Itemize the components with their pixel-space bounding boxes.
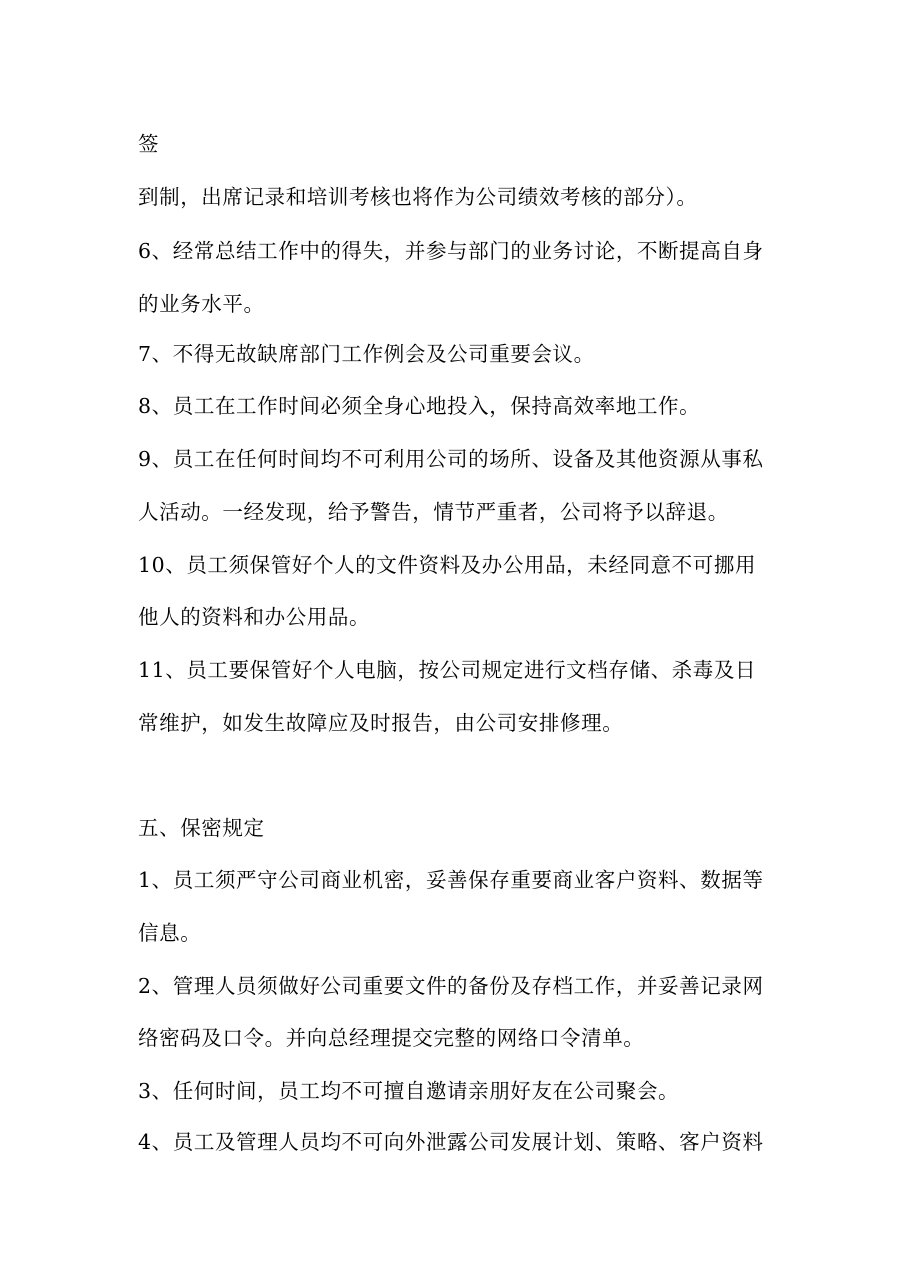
section-heading: 五、保密规定 (138, 816, 265, 840)
text-line: 3、任何时间，员工均不可擅自邀请亲朋好友在公司聚会。 (138, 1079, 680, 1103)
text-line: 常维护，如发生故障应及时报告，由公司安排修理。 (138, 711, 624, 735)
text-line: 到制，出席记录和培训考核也将作为公司绩效考核的部分）。 (138, 185, 698, 209)
text-line: 10、员工须保管好个人的文件资料及办公用品，未经同意不可挪用 (138, 553, 757, 577)
text-line: 9、员工在任何时间均不可利用公司的场所、设备及其他资源从事私 (138, 447, 764, 471)
text-line: 2、管理人员须做好公司重要文件的备份及存档工作，并妥善记录网 (138, 974, 764, 998)
text-line: 签 (138, 132, 160, 156)
text-line: 8、员工在工作时间必须全身心地投入，保持高效率地工作。 (138, 394, 701, 418)
text-line: 7、不得无故缺席部门工作例会及公司重要会议。 (138, 342, 595, 366)
text-line: 络密码及口令。并向总经理提交完整的网络口令清单。 (138, 1026, 645, 1050)
text-line: 信息。 (138, 921, 202, 945)
text-line: 他人的资料和办公用品。 (138, 605, 371, 629)
text-line: 人活动。一经发现，给予警告，情节严重者，公司将予以辞退。 (138, 500, 729, 524)
text-line: 的业务水平。 (138, 292, 265, 316)
text-line: 11、员工要保管好个人电脑，按公司规定进行文档存储、杀毒及日 (138, 658, 757, 682)
text-line: 1、员工须严守公司商业机密，妥善保存重要商业客户资料、数据等 (138, 868, 764, 892)
text-line: 4、员工及管理人员均不可向外泄露公司发展计划、策略、客户资料 (138, 1130, 764, 1154)
text-line: 6、经常总结工作中的得失，并参与部门的业务讨论，不断提高自身 (138, 239, 764, 263)
